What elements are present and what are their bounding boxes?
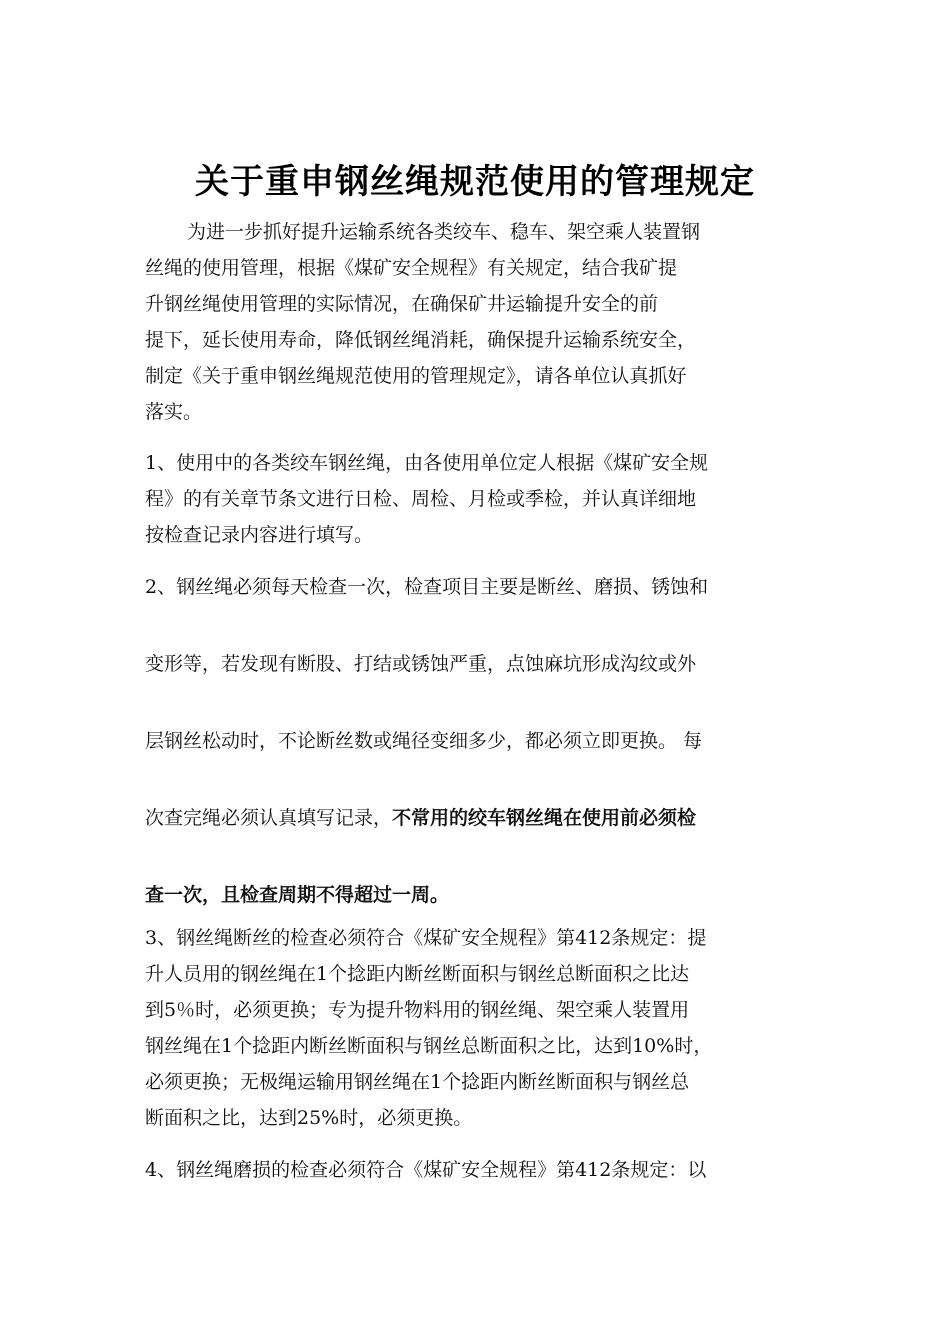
text-line: 按检查记录内容进行填写。 bbox=[145, 524, 374, 546]
text-line: 落实。 bbox=[145, 401, 203, 423]
text-line: 程》的有关章节条文进行日检、周检、月检或季检，并认真详细地 bbox=[145, 488, 697, 510]
text-line: 制定《关于重申钢丝绳规范使用的管理规定》，请各单位认真抓好 bbox=[145, 365, 687, 387]
text-line bbox=[145, 800, 810, 836]
item-3-paragraph bbox=[145, 920, 810, 1136]
item-2-paragraph bbox=[145, 569, 810, 954]
text-line: 钢丝绳在1个捻距内断丝断面积与钢丝总断面积之比，达到10%时， bbox=[145, 1035, 713, 1057]
text-line: 4、钢丝绳磨损的检查必须符合《煤矿安全规程》第412条规定：以 bbox=[145, 1159, 707, 1181]
text-line: 为进一步抓好提升运输系统各类绞车、稳车、架空乘人装置钢 bbox=[187, 221, 701, 243]
text-line: 升人员用的钢丝绳在1个捻距内断丝断面积与钢丝总断面积之比达 bbox=[145, 963, 690, 985]
text-normal: 次查完绳必须认真填写记录， bbox=[145, 807, 393, 829]
text-line-bold: 查一次，且检查周期不得超过一周。 bbox=[145, 884, 450, 906]
item-1-paragraph bbox=[145, 445, 810, 553]
text-line: 变形等，若发现有断股、打结或锈蚀严重，点蚀麻坑形成沟纹或外 bbox=[145, 653, 697, 675]
text-line: 升钢丝绳使用管理的实际情况，在确保矿井运输提升安全的前 bbox=[145, 293, 659, 315]
text-line: 1、使用中的各类绞车钢丝绳，由各使用单位定人根据《煤矿安全规 bbox=[145, 452, 709, 474]
text-line: 到5％时，必须更换；专为提升物料用的钢丝绳、架空乘人装置用 bbox=[145, 999, 690, 1021]
text-line: 2、钢丝绳必须每天检查一次，检查项目主要是断丝、磨损、锈蚀和 bbox=[145, 576, 709, 598]
text-line: 必须更换；无极绳运输用钢丝绳在1个捻距内断丝断面积与钢丝总 bbox=[145, 1071, 690, 1093]
intro-paragraph bbox=[145, 214, 810, 430]
text-line: 提下，延长使用寿命，降低钢丝绳消耗，确保提升运输系统安全， bbox=[145, 329, 697, 351]
item-4-paragraph bbox=[145, 1152, 810, 1188]
text-bold: 不常用的绞车钢丝绳在使用前必须检 bbox=[392, 807, 697, 829]
text-line: 3、钢丝绳断丝的检查必须符合《煤矿安全规程》第412条规定：提 bbox=[145, 927, 707, 949]
text-line: 断面积之比，达到25%时，必须更换。 bbox=[145, 1107, 473, 1129]
document-title: 关于重申钢丝绳规范使用的管理规定 bbox=[195, 161, 755, 202]
text-line: 丝绳的使用管理，根据《煤矿安全规程》有关规定，结合我矿提 bbox=[145, 257, 678, 279]
text-line: 层钢丝松动时，不论断丝数或绳径变细多少，都必须立即更换。 每 bbox=[145, 730, 703, 752]
